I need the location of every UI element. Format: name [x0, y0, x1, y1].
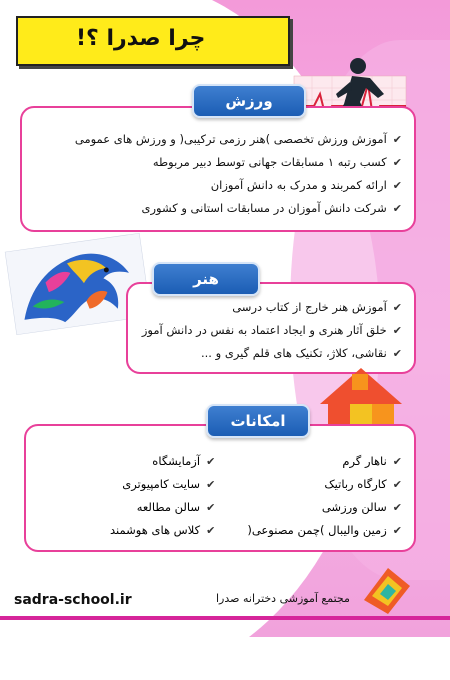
page-title: چرا صدرا ؟! — [76, 26, 206, 51]
list-item: ✔سالن ورزشی — [321, 500, 402, 514]
list-item: ✔سالن مطالعه — [136, 500, 216, 514]
check-icon: ✔ — [392, 133, 402, 146]
list-item: ✔کلاس های هوشمند — [110, 523, 216, 537]
list-item: ✔آموزش هنر خارج از کتاب درسی — [232, 300, 402, 314]
list-item: ✔زمین والیبال )چمن مصنوعی( — [247, 523, 402, 537]
check-icon: ✔ — [206, 478, 216, 491]
sport-heading: ورزش — [225, 92, 273, 110]
website-link[interactable]: sadra-school.ir — [14, 592, 132, 608]
list-item: ✔ناهار گرم — [342, 454, 402, 468]
check-icon: ✔ — [392, 455, 402, 468]
list-item: ✔کسب رتبه ۱ مسابقات جهانی توسط دبیر مربوطه — [152, 155, 402, 169]
art-heading-badge — [152, 262, 260, 296]
check-icon: ✔ — [206, 501, 216, 514]
title-banner — [16, 16, 290, 66]
check-icon: ✔ — [392, 347, 402, 360]
check-icon: ✔ — [392, 156, 402, 169]
sport-heading-badge — [192, 84, 306, 118]
check-icon: ✔ — [206, 455, 216, 468]
school-logo-icon — [358, 560, 416, 618]
art-heading: هنر — [193, 270, 219, 288]
check-icon: ✔ — [392, 501, 402, 514]
facilities-left-list — [110, 450, 215, 542]
list-item: ✔خلق آثار هنری و ایجاد اعتماد به نفس در دانش آموز — [141, 323, 402, 337]
check-icon: ✔ — [392, 524, 402, 537]
list-item: ✔سایت کامپیوتری — [122, 477, 216, 491]
list-item: ✔شرکت دانش آموزان در مسابقات استانی و کشوری — [141, 201, 402, 215]
check-icon: ✔ — [392, 478, 402, 491]
facilities-heading: امکانات — [230, 412, 286, 430]
facilities-heading-badge — [206, 404, 310, 438]
check-icon: ✔ — [392, 301, 402, 314]
school-name: مجتمع آموزشی دخترانه صدرا — [216, 592, 350, 605]
list-item: ✔نقاشی، کلاژ، تکنیک های قلم گیری و ... — [201, 346, 402, 360]
list-item: ✔آموزش ورزش تخصصی )هنر رزمی ترکیبی( و ورزش های عمومی — [74, 132, 402, 146]
footer-divider — [0, 616, 450, 620]
check-icon: ✔ — [206, 524, 216, 537]
sport-list — [75, 128, 402, 220]
art-list — [142, 296, 402, 365]
list-item: ✔ارائه کمربند و مدرک به دانش آموزان — [210, 178, 402, 192]
check-icon: ✔ — [392, 179, 402, 192]
facilities-right-list — [247, 450, 402, 542]
check-icon: ✔ — [392, 324, 402, 337]
list-item: ✔کارگاه رباتیک — [324, 477, 402, 491]
check-icon: ✔ — [392, 202, 402, 215]
list-item: ✔آزمایشگاه — [152, 454, 216, 468]
